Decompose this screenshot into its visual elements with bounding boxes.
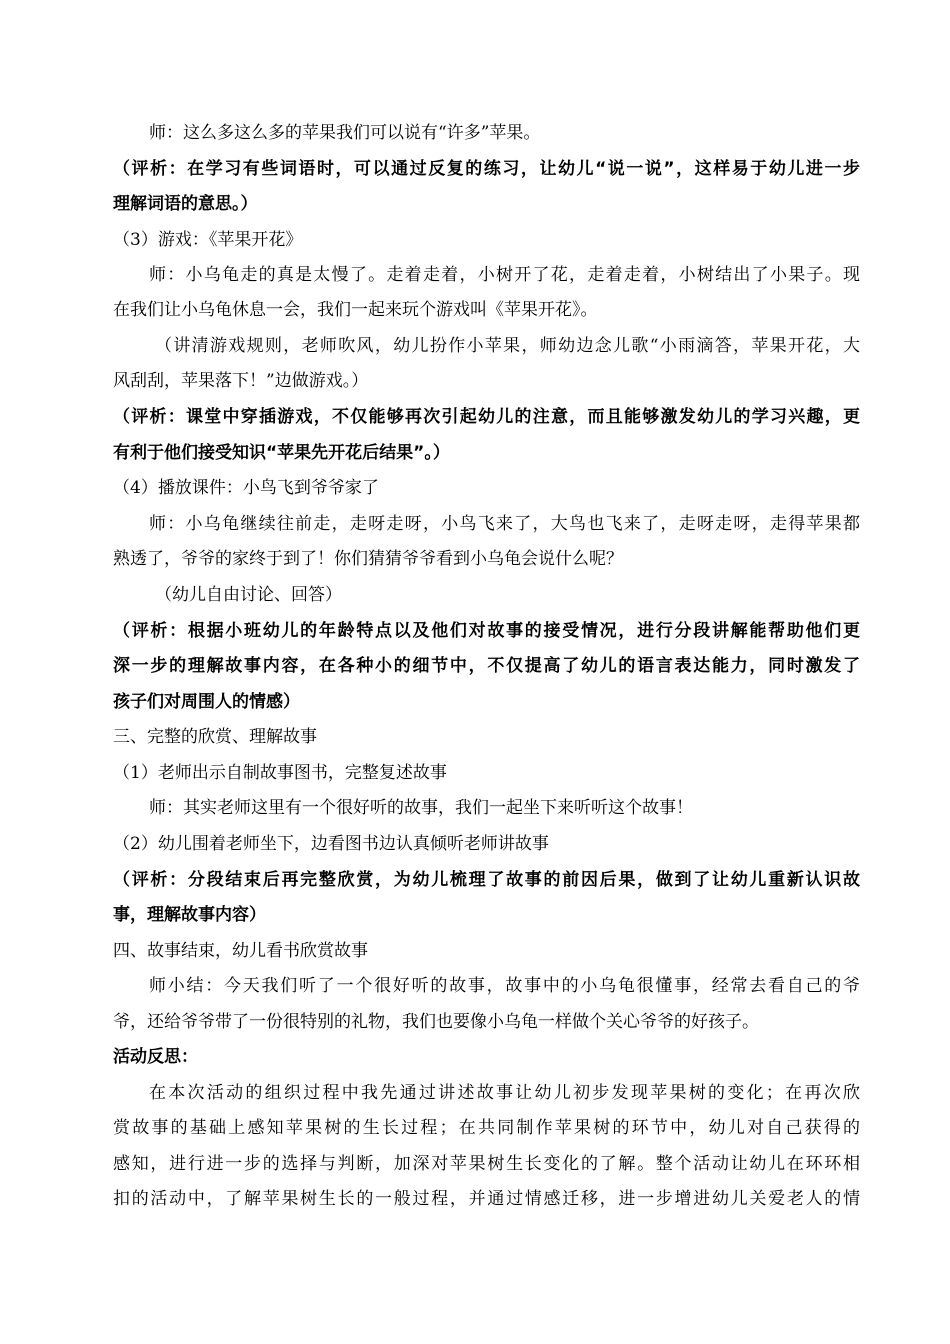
reflection-heading: 活动反思： xyxy=(113,1047,198,1067)
text-line: 熟透了，爷爷的家终于到了！你们猜猜爷爷看到小乌龟会说什么呢？ xyxy=(113,549,623,569)
text-line: 感知，进行进一步的选择与判断，加深对苹果树生长变化的了解。整个活动让幼儿在环环相 xyxy=(113,1154,860,1174)
comment-line: （评析：在学习有些词语时，可以通过反复的练习，让幼儿“说一说”，这样易于幼儿进一步 xyxy=(113,159,860,179)
comment-line: 孩子们对周围人的情感） xyxy=(113,692,300,712)
section-heading: （4）播放课件：小鸟飞到爷爷家了 xyxy=(113,478,379,498)
comment-line: （评析：课堂中穿插游戏，不仅能够再次引起幼儿的注意，而且能够激发幼儿的学习兴趣，更 xyxy=(113,407,860,427)
text-line: 师：这么多这么多的苹果我们可以说有“许多”苹果。 xyxy=(149,123,541,143)
comment-line: 有利于他们接受知识“苹果先开花后结果”。） xyxy=(113,443,450,463)
section-heading: 四、故事结束，幼儿看书欣赏故事 xyxy=(113,941,368,961)
text-line: 扣的活动中，了解苹果树生长的一般过程，并通过情感迁移，进一步增进幼儿关爱老人的情 xyxy=(113,1189,860,1209)
text-line: 师小结：今天我们听了一个很好听的故事，故事中的小乌龟很懂事，经常去看自己的爷 xyxy=(149,976,860,996)
text-line: 师：小乌龟继续往前走，走呀走呀，小鸟飞来了，大鸟也飞来了，走呀走呀，走得苹果都 xyxy=(149,514,860,534)
text-line: 爷，还给爷爷带了一份很特别的礼物，我们也要像小乌龟一样做个关心爷爷的好孩子。 xyxy=(113,1012,759,1032)
section-heading: （3）游戏：《苹果开花》 xyxy=(113,230,303,250)
comment-line: 深一步的理解故事内容，在各种小的细节中，不仅提高了幼儿的语言表达能力，同时激发了 xyxy=(113,656,860,676)
text-line: （讲清游戏规则，老师吹风，幼儿扮作小苹果，师幼边念儿歌“小雨滴答，苹果开花，大 xyxy=(155,336,860,356)
text-line: 风刮刮，苹果落下！”边做游戏。） xyxy=(113,371,369,391)
text-line: 在我们让小乌龟休息一会，我们一起来玩个游戏叫《苹果开花》。 xyxy=(113,300,598,320)
comment-line: （评析：根据小班幼儿的年龄特点以及他们对故事的接受情况，进行分段讲解能帮助他们更 xyxy=(113,621,860,641)
comment-line: 理解词语的意思。） xyxy=(113,194,258,214)
text-line: 在本次活动的组织过程中我先通过讲述故事让幼儿初步发现苹果树的变化；在再次欣 xyxy=(149,1083,860,1103)
text-line: 师：其实老师这里有一个很好听的故事，我们一起坐下来听听这个故事！ xyxy=(149,798,693,818)
section-heading: 三、完整的欣赏、理解故事 xyxy=(113,727,317,747)
comment-line: （评析：分段结束后再完整欣赏，为幼儿梳理了故事的前因后果，做到了让幼儿重新认识故 xyxy=(113,870,860,890)
text-line: 赏故事的基础上感知苹果树的生长过程；在共同制作苹果树的环节中，幼儿对自己获得的 xyxy=(113,1118,860,1138)
text-line: （幼儿自由讨论、回答） xyxy=(155,585,342,605)
section-heading: （1）老师出示自制故事图书，完整复述故事 xyxy=(113,763,447,783)
text-line: 师：小乌龟走的真是太慢了。走着走着，小树开了花，走着走着，小树结出了小果子。现 xyxy=(149,265,860,285)
comment-line: 事，理解故事内容） xyxy=(113,905,266,925)
section-heading: （2）幼儿围着老师坐下，边看图书边认真倾听老师讲故事 xyxy=(113,834,549,854)
